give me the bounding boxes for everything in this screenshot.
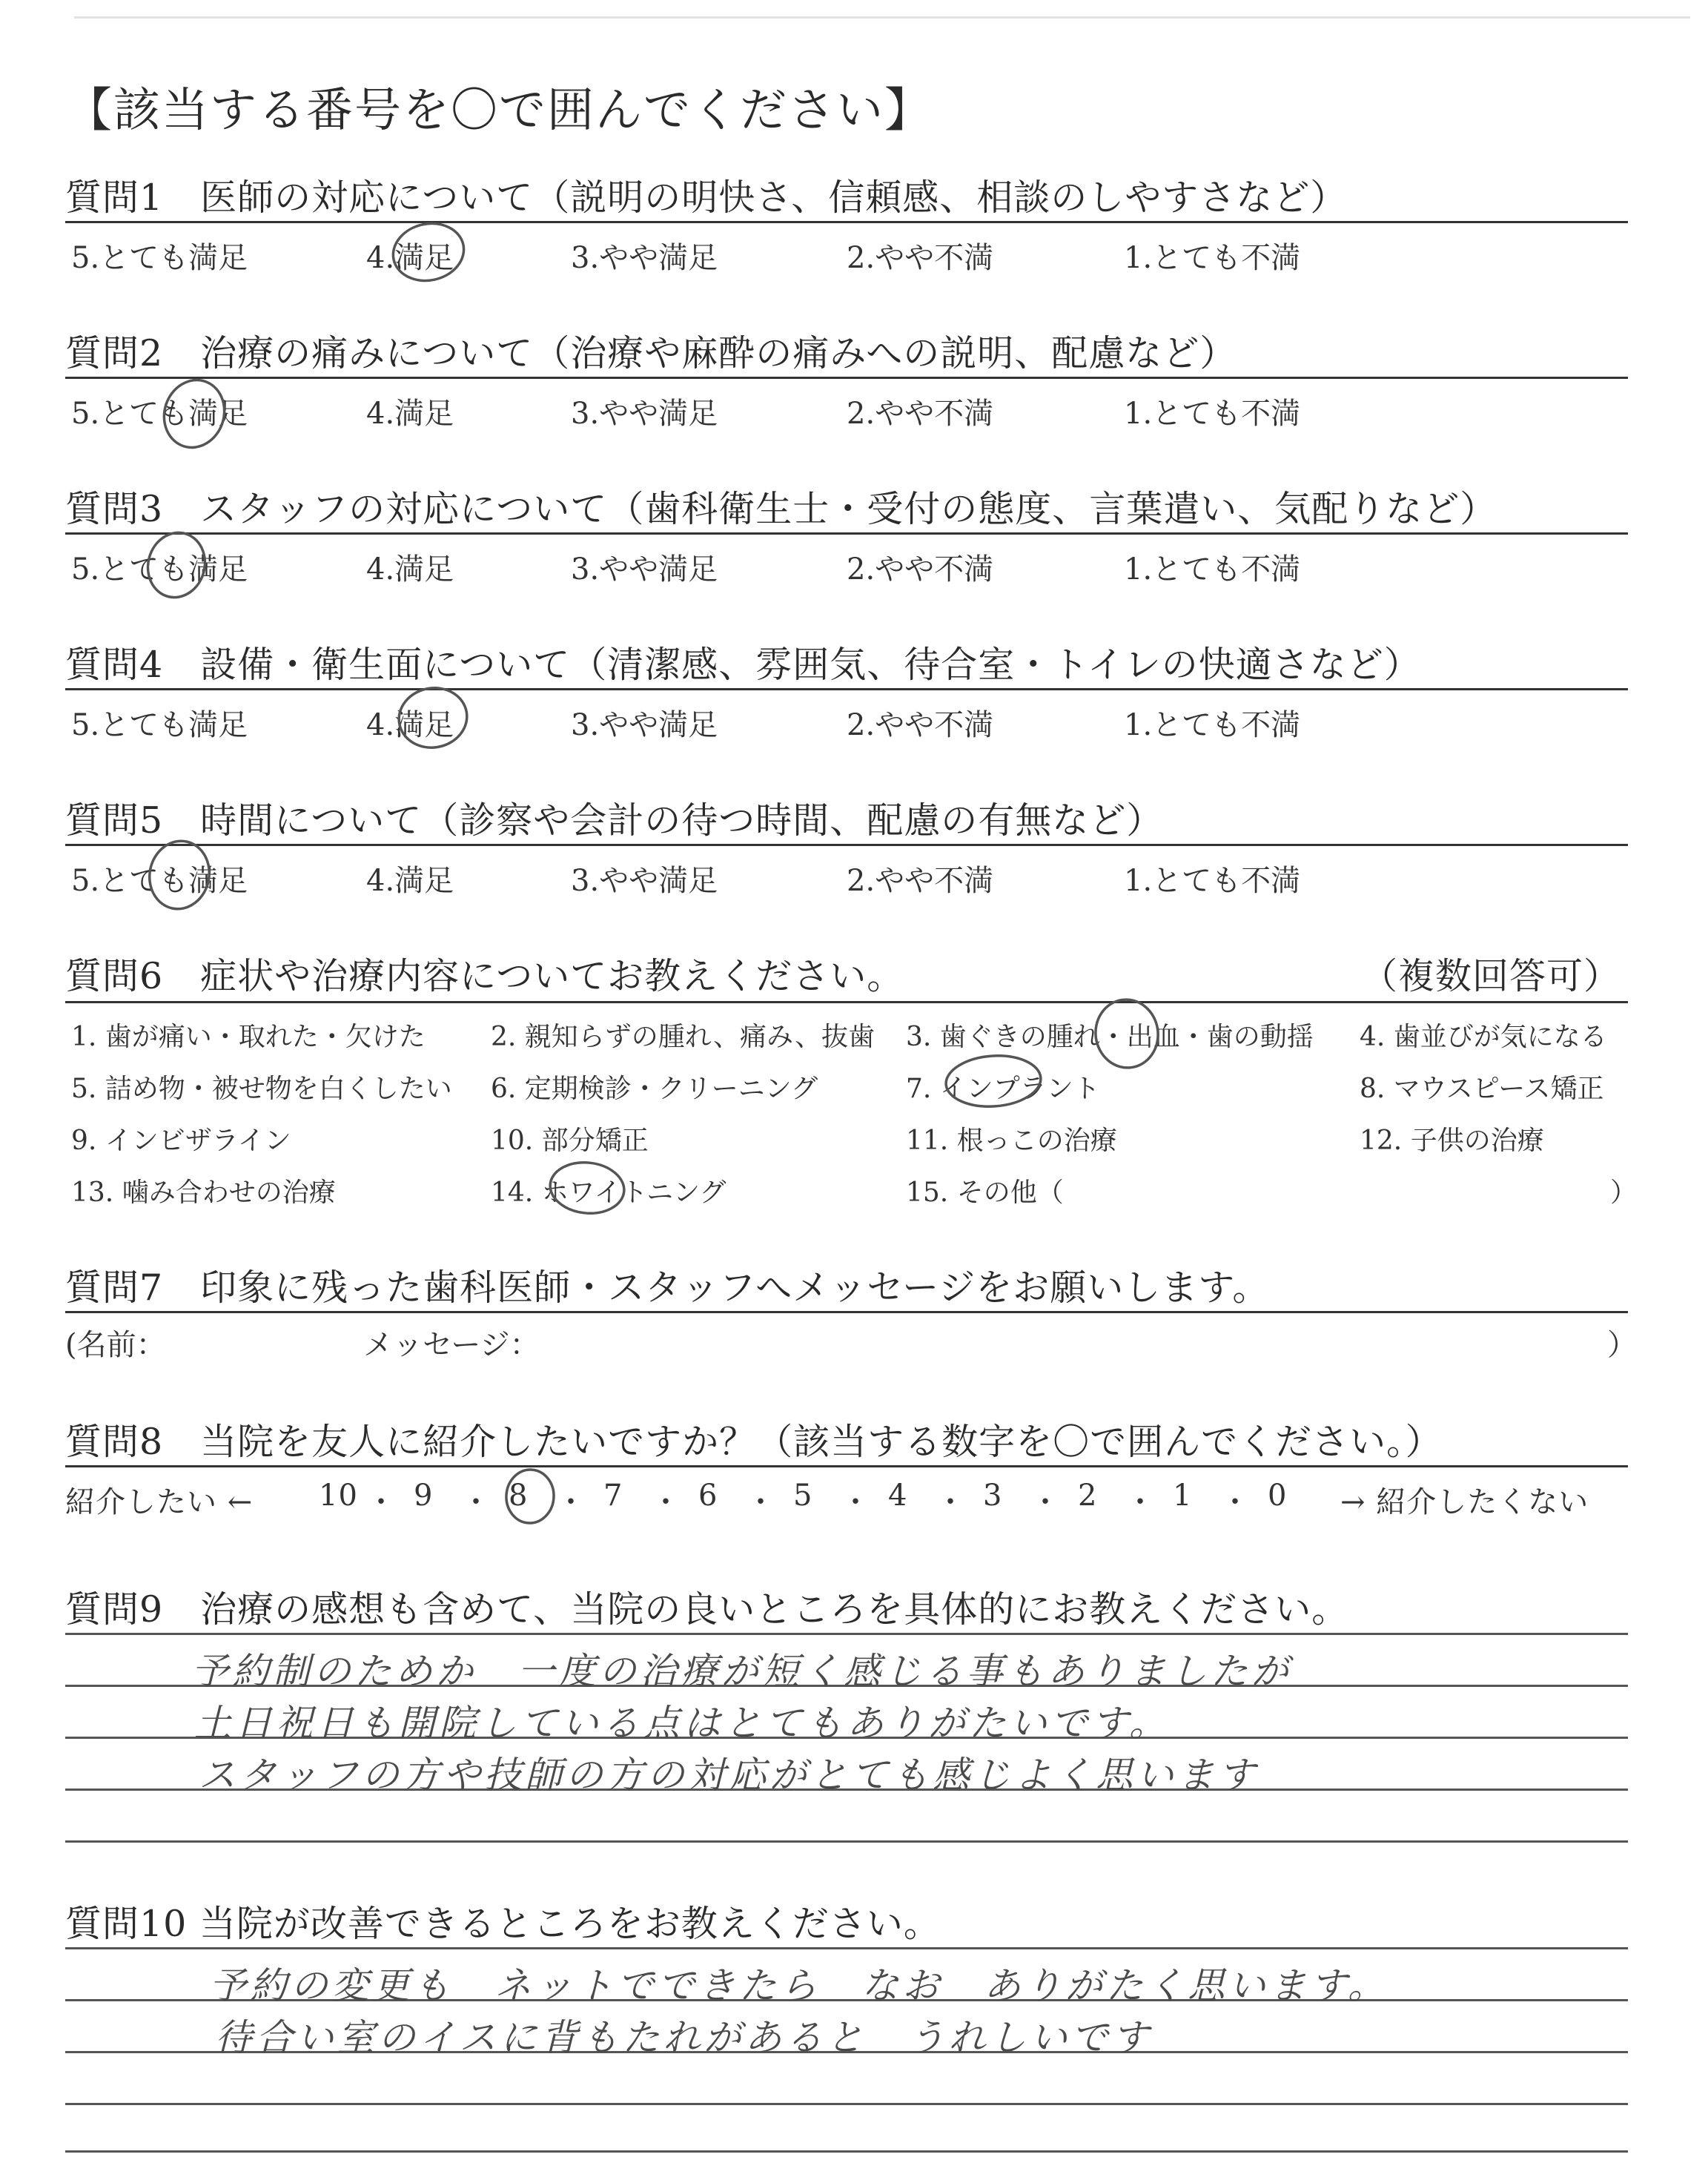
symptom-11[interactable]: 11. 根っこの治療 bbox=[906, 1126, 1117, 1156]
q3-option-3[interactable]: 3.やや満足 bbox=[571, 552, 718, 587]
symptom-3[interactable]: 3. 歯ぐきの腫れ・出血・歯の動揺 bbox=[906, 1022, 1314, 1052]
q8-scale-number-0[interactable]: 0 bbox=[1268, 1479, 1288, 1513]
question-6-note: （複数回答可） bbox=[1361, 955, 1621, 997]
q9-answer-line-2[interactable]: 土日祝日も開院している点はとてもありがたいです。 bbox=[194, 1702, 1170, 1745]
question-2-heading: 質問2 治療の痛みについて（治療や麻酔の痛みへの説明、配慮など） bbox=[65, 332, 1237, 374]
question-10-heading: 質問10 当院が改善できるところをお教えください。 bbox=[65, 1903, 941, 1945]
q1-option-3[interactable]: 3.やや満足 bbox=[571, 241, 718, 275]
q8-scale-separator: ・ bbox=[1125, 1485, 1156, 1519]
symptom-12[interactable]: 12. 子供の治療 bbox=[1360, 1126, 1544, 1156]
q2-option-1[interactable]: 1.とても不満 bbox=[1124, 397, 1301, 431]
q1-option-5[interactable]: 5.とても満足 bbox=[71, 241, 248, 275]
q8-scale-right: → 紹介したくない bbox=[1340, 1485, 1589, 1519]
question-6-heading: 質問6 症状や治療内容についてお教えください。 bbox=[65, 955, 904, 997]
symptom-8[interactable]: 8. マウスピース矯正 bbox=[1360, 1074, 1604, 1104]
q8-scale-number-2[interactable]: 2 bbox=[1078, 1479, 1098, 1513]
q8-scale-number-5[interactable]: 5 bbox=[793, 1479, 813, 1513]
symptom-2[interactable]: 2. 親知らずの腫れ、痛み、抜歯 bbox=[491, 1022, 875, 1052]
q8-scale-separator: ・ bbox=[841, 1485, 871, 1519]
q8-scale-separator: ・ bbox=[936, 1485, 966, 1519]
q5-option-3[interactable]: 3.やや満足 bbox=[571, 864, 718, 898]
q9-answer-line-3[interactable]: スタッフの方や技師の方の対応がとても感じよく思います bbox=[199, 1754, 1259, 1797]
symptom-1[interactable]: 1. 歯が痛い・取れた・欠けた bbox=[71, 1022, 426, 1052]
q8-scale-number-10[interactable]: 10 bbox=[319, 1479, 358, 1513]
q5-option-1[interactable]: 1.とても不満 bbox=[1124, 864, 1301, 898]
question-7-heading: 質問7 印象に残った歯科医師・スタッフへメッセージをお願いします。 bbox=[65, 1266, 1270, 1309]
q1-option-1[interactable]: 1.とても不満 bbox=[1124, 241, 1301, 275]
symptom-14[interactable]: 14. ホワイトニング bbox=[491, 1178, 726, 1208]
q3-option-5[interactable]: 5.とても満足 bbox=[71, 552, 248, 587]
q8-scale-number-3[interactable]: 3 bbox=[983, 1479, 1003, 1513]
q6-symptom-7-circle bbox=[944, 1053, 1042, 1110]
q4-option-2[interactable]: 2.やや不満 bbox=[847, 708, 994, 742]
q4-option-5[interactable]: 5.とても満足 bbox=[71, 708, 248, 742]
q8-scale-separator: ・ bbox=[1030, 1485, 1061, 1519]
q8-scale-separator: ・ bbox=[746, 1485, 776, 1519]
q6-symptom-14-circle bbox=[548, 1159, 627, 1217]
symptom-9[interactable]: 9. インビザライン bbox=[71, 1126, 291, 1156]
q1-option-2[interactable]: 2.やや不満 bbox=[847, 241, 994, 275]
q2-option-5[interactable]: 5.とても満足 bbox=[71, 397, 248, 431]
q4-option-1[interactable]: 1.とても不満 bbox=[1124, 708, 1301, 742]
q8-scale-separator: ・ bbox=[366, 1485, 397, 1519]
q3-answer-circle bbox=[141, 526, 212, 604]
symptom-6[interactable]: 6. 定期検診・クリーニング bbox=[491, 1074, 818, 1104]
q8-scale-number-7[interactable]: 7 bbox=[603, 1479, 623, 1513]
q6-symptom-3-circle bbox=[1091, 996, 1162, 1072]
q3-option-1[interactable]: 1.とても不満 bbox=[1124, 552, 1301, 587]
symptom-4[interactable]: 4. 歯並びが気になる bbox=[1360, 1022, 1607, 1052]
q8-scale-number-9[interactable]: 9 bbox=[414, 1479, 434, 1513]
q4-option-3[interactable]: 3.やや満足 bbox=[571, 708, 718, 742]
question-1-heading: 質問1 医師の対応について（説明の明快さ、信頼感、相談のしやすさなど） bbox=[65, 176, 1348, 219]
q8-scale-separator: ・ bbox=[1220, 1485, 1251, 1519]
q8-scale-number-8[interactable]: 8 bbox=[509, 1479, 529, 1513]
page-title: 【該当する番号を〇で囲んでください】 bbox=[65, 83, 933, 137]
q2-option-3[interactable]: 3.やや満足 bbox=[571, 397, 718, 431]
q8-scale-number-6[interactable]: 6 bbox=[698, 1479, 718, 1513]
q7-close-paren: ） bbox=[1607, 1328, 1637, 1362]
question-5-heading: 質問5 時間について（診察や会計の待つ時間、配慮の有無など） bbox=[65, 799, 1164, 842]
q8-scale-separator: ・ bbox=[461, 1485, 491, 1519]
symptom-15[interactable]: 15. その他（ bbox=[906, 1178, 1064, 1208]
q1-answer-circle bbox=[388, 217, 469, 287]
q10-answer-line-1[interactable]: 予約の変更も ネットでできたら なお ありがたく思います。 bbox=[209, 1964, 1388, 2007]
question-3-heading: 質問3 スタッフの対応について（歯科衛生士・受付の態度、言葉遣い、気配りなど） bbox=[65, 488, 1497, 530]
q2-option-2[interactable]: 2.やや不満 bbox=[847, 397, 994, 431]
q8-scale-separator: ・ bbox=[651, 1485, 681, 1519]
q4-option-4[interactable]: 4.満足 bbox=[366, 708, 454, 742]
q5-option-4[interactable]: 4.満足 bbox=[366, 864, 454, 898]
q4-answer-circle bbox=[394, 683, 471, 753]
q5-answer-circle bbox=[143, 836, 215, 915]
q9-answer-line-1[interactable]: 予約制のためか 一度の治療が短く感じる事もありましたが bbox=[191, 1650, 1292, 1693]
question-4-heading: 質問4 設備・衛生面について（清潔感、雰囲気、待合室・トイレの快適さなど） bbox=[65, 644, 1421, 686]
q3-option-2[interactable]: 2.やや不満 bbox=[847, 552, 994, 587]
q5-option-5[interactable]: 5.とても満足 bbox=[71, 864, 248, 898]
q8-scale-left: 紹介したい ← bbox=[65, 1485, 254, 1519]
q2-answer-circle bbox=[156, 372, 234, 455]
q2-option-4[interactable]: 4.満足 bbox=[366, 397, 454, 431]
symptom-13[interactable]: 13. 噛み合わせの治療 bbox=[71, 1178, 336, 1208]
q5-option-2[interactable]: 2.やや不満 bbox=[847, 864, 994, 898]
question-8-heading: 質問8 当院を友人に紹介したいですか？（該当する数字を〇で囲んでください。） bbox=[65, 1421, 1443, 1463]
q7-name-label: (名前： bbox=[65, 1328, 166, 1362]
symptom-5[interactable]: 5. 詰め物・被せ物を白くしたい bbox=[71, 1074, 452, 1104]
q8-scale-number-1[interactable]: 1 bbox=[1173, 1479, 1193, 1513]
symptom-15-close: ） bbox=[1610, 1178, 1638, 1208]
symptom-10[interactable]: 10. 部分矯正 bbox=[491, 1126, 649, 1156]
symptom-7[interactable]: 7. インプラント bbox=[906, 1074, 1100, 1104]
q3-option-4[interactable]: 4.満足 bbox=[366, 552, 454, 587]
q1-option-4[interactable]: 4.満足 bbox=[366, 241, 454, 275]
q10-answer-line-2[interactable]: 待合い室のイスに背もたれがあると うれしいです bbox=[215, 2016, 1153, 2059]
q8-scale-number-4[interactable]: 4 bbox=[888, 1479, 908, 1513]
q8-answer-circle bbox=[505, 1468, 556, 1525]
q7-message-label: メッセージ： bbox=[363, 1328, 540, 1362]
q8-scale-separator: ・ bbox=[556, 1485, 586, 1519]
question-9-heading: 質問9 治療の感想も含めて、当院の良いところを具体的にお教えください。 bbox=[65, 1588, 1349, 1631]
